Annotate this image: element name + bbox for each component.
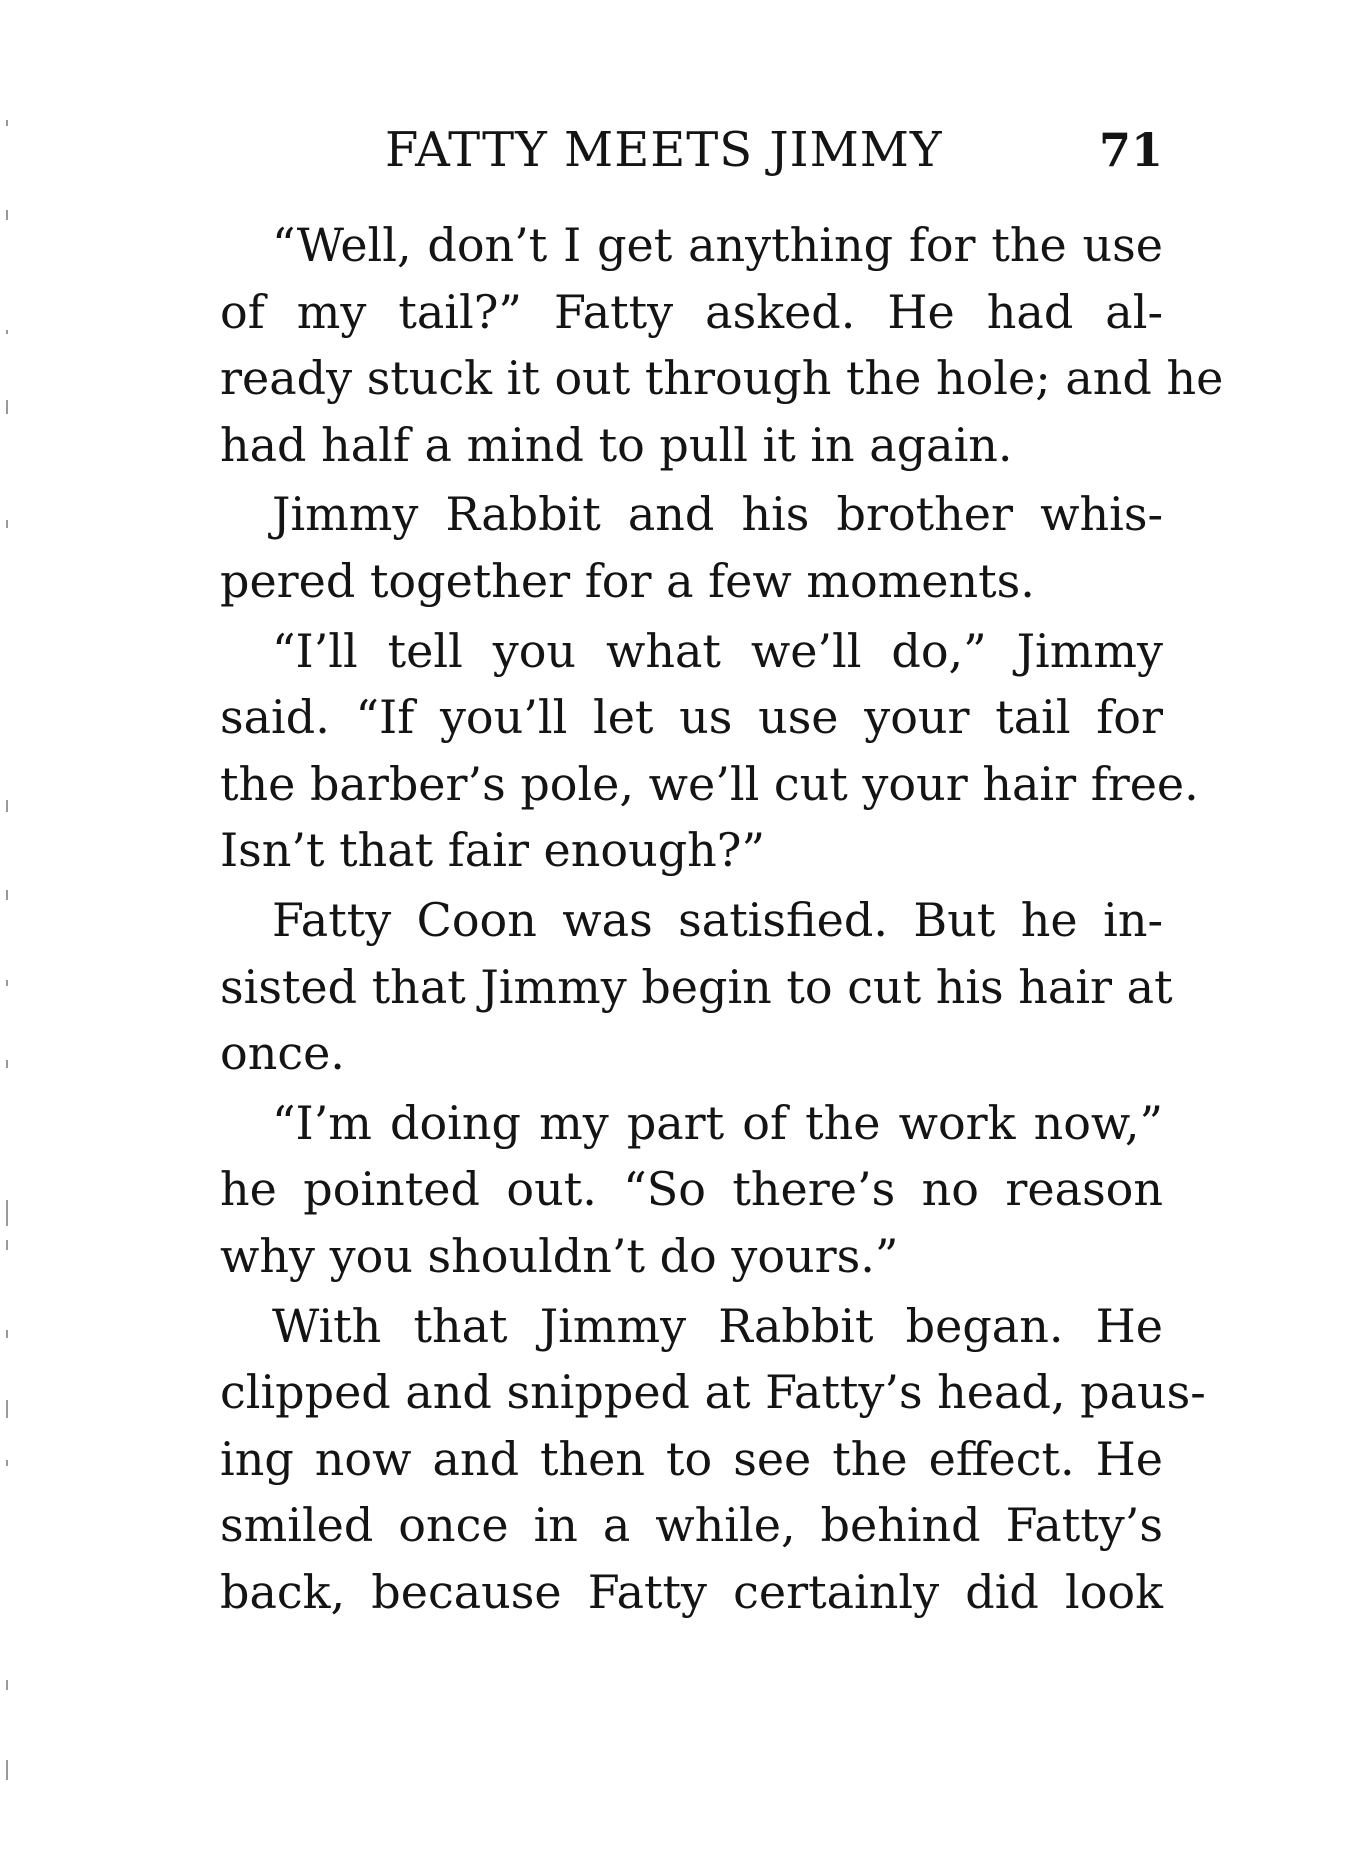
text-line: of my tail?” Fatty asked. He had al- [220,284,1163,339]
scan-margin-marks [6,100,14,1800]
text-line: ing now and then to see the effect. He [220,1431,1163,1486]
text-line: “Well, don’t I get anything for the use [272,218,1163,272]
text-line: “I’m doing my part of the work now,” [272,1095,1163,1150]
text-line: back, because Fatty certainly did look [220,1564,1163,1619]
text-line: Jimmy Rabbit and his brother whis- [272,487,1163,542]
running-header [385,120,1163,180]
page-number: 71 [1098,123,1163,177]
text-line: Isn’t that fair enough?” [220,823,765,878]
text-line: had half a mind to pull it in again. [220,417,1013,472]
text-line: the barber’s pole, we’ll cut your hair free. [220,756,1199,811]
text-line: he pointed out. “So there’s no reason [220,1162,1163,1217]
text-line: ready stuck it out through the hole; and he [220,351,1224,406]
running-title: FATTY MEETS JIMMY [385,122,943,178]
text-line: smiled once in a while, behind Fatty’s [220,1498,1163,1553]
text-line: Fatty Coon was satisfied. But he in- [272,892,1163,947]
text-line: once. [220,1026,345,1081]
text-line: pered together for a few moments. [220,553,1035,608]
text-line: “I’ll tell you what we’ll do,” Jimmy [272,623,1163,678]
body-text [220,212,1224,1625]
text-line: With that Jimmy Rabbit began. He [272,1298,1163,1353]
text-line: clipped and snipped at Fatty’s head, paus- [220,1365,1206,1420]
text-line: sisted that Jimmy begin to cut his hair at [220,959,1173,1014]
text-line: why you shouldn’t do yours.” [220,1228,899,1283]
text-line: said. “If you’ll let us use your tail for [220,690,1163,745]
